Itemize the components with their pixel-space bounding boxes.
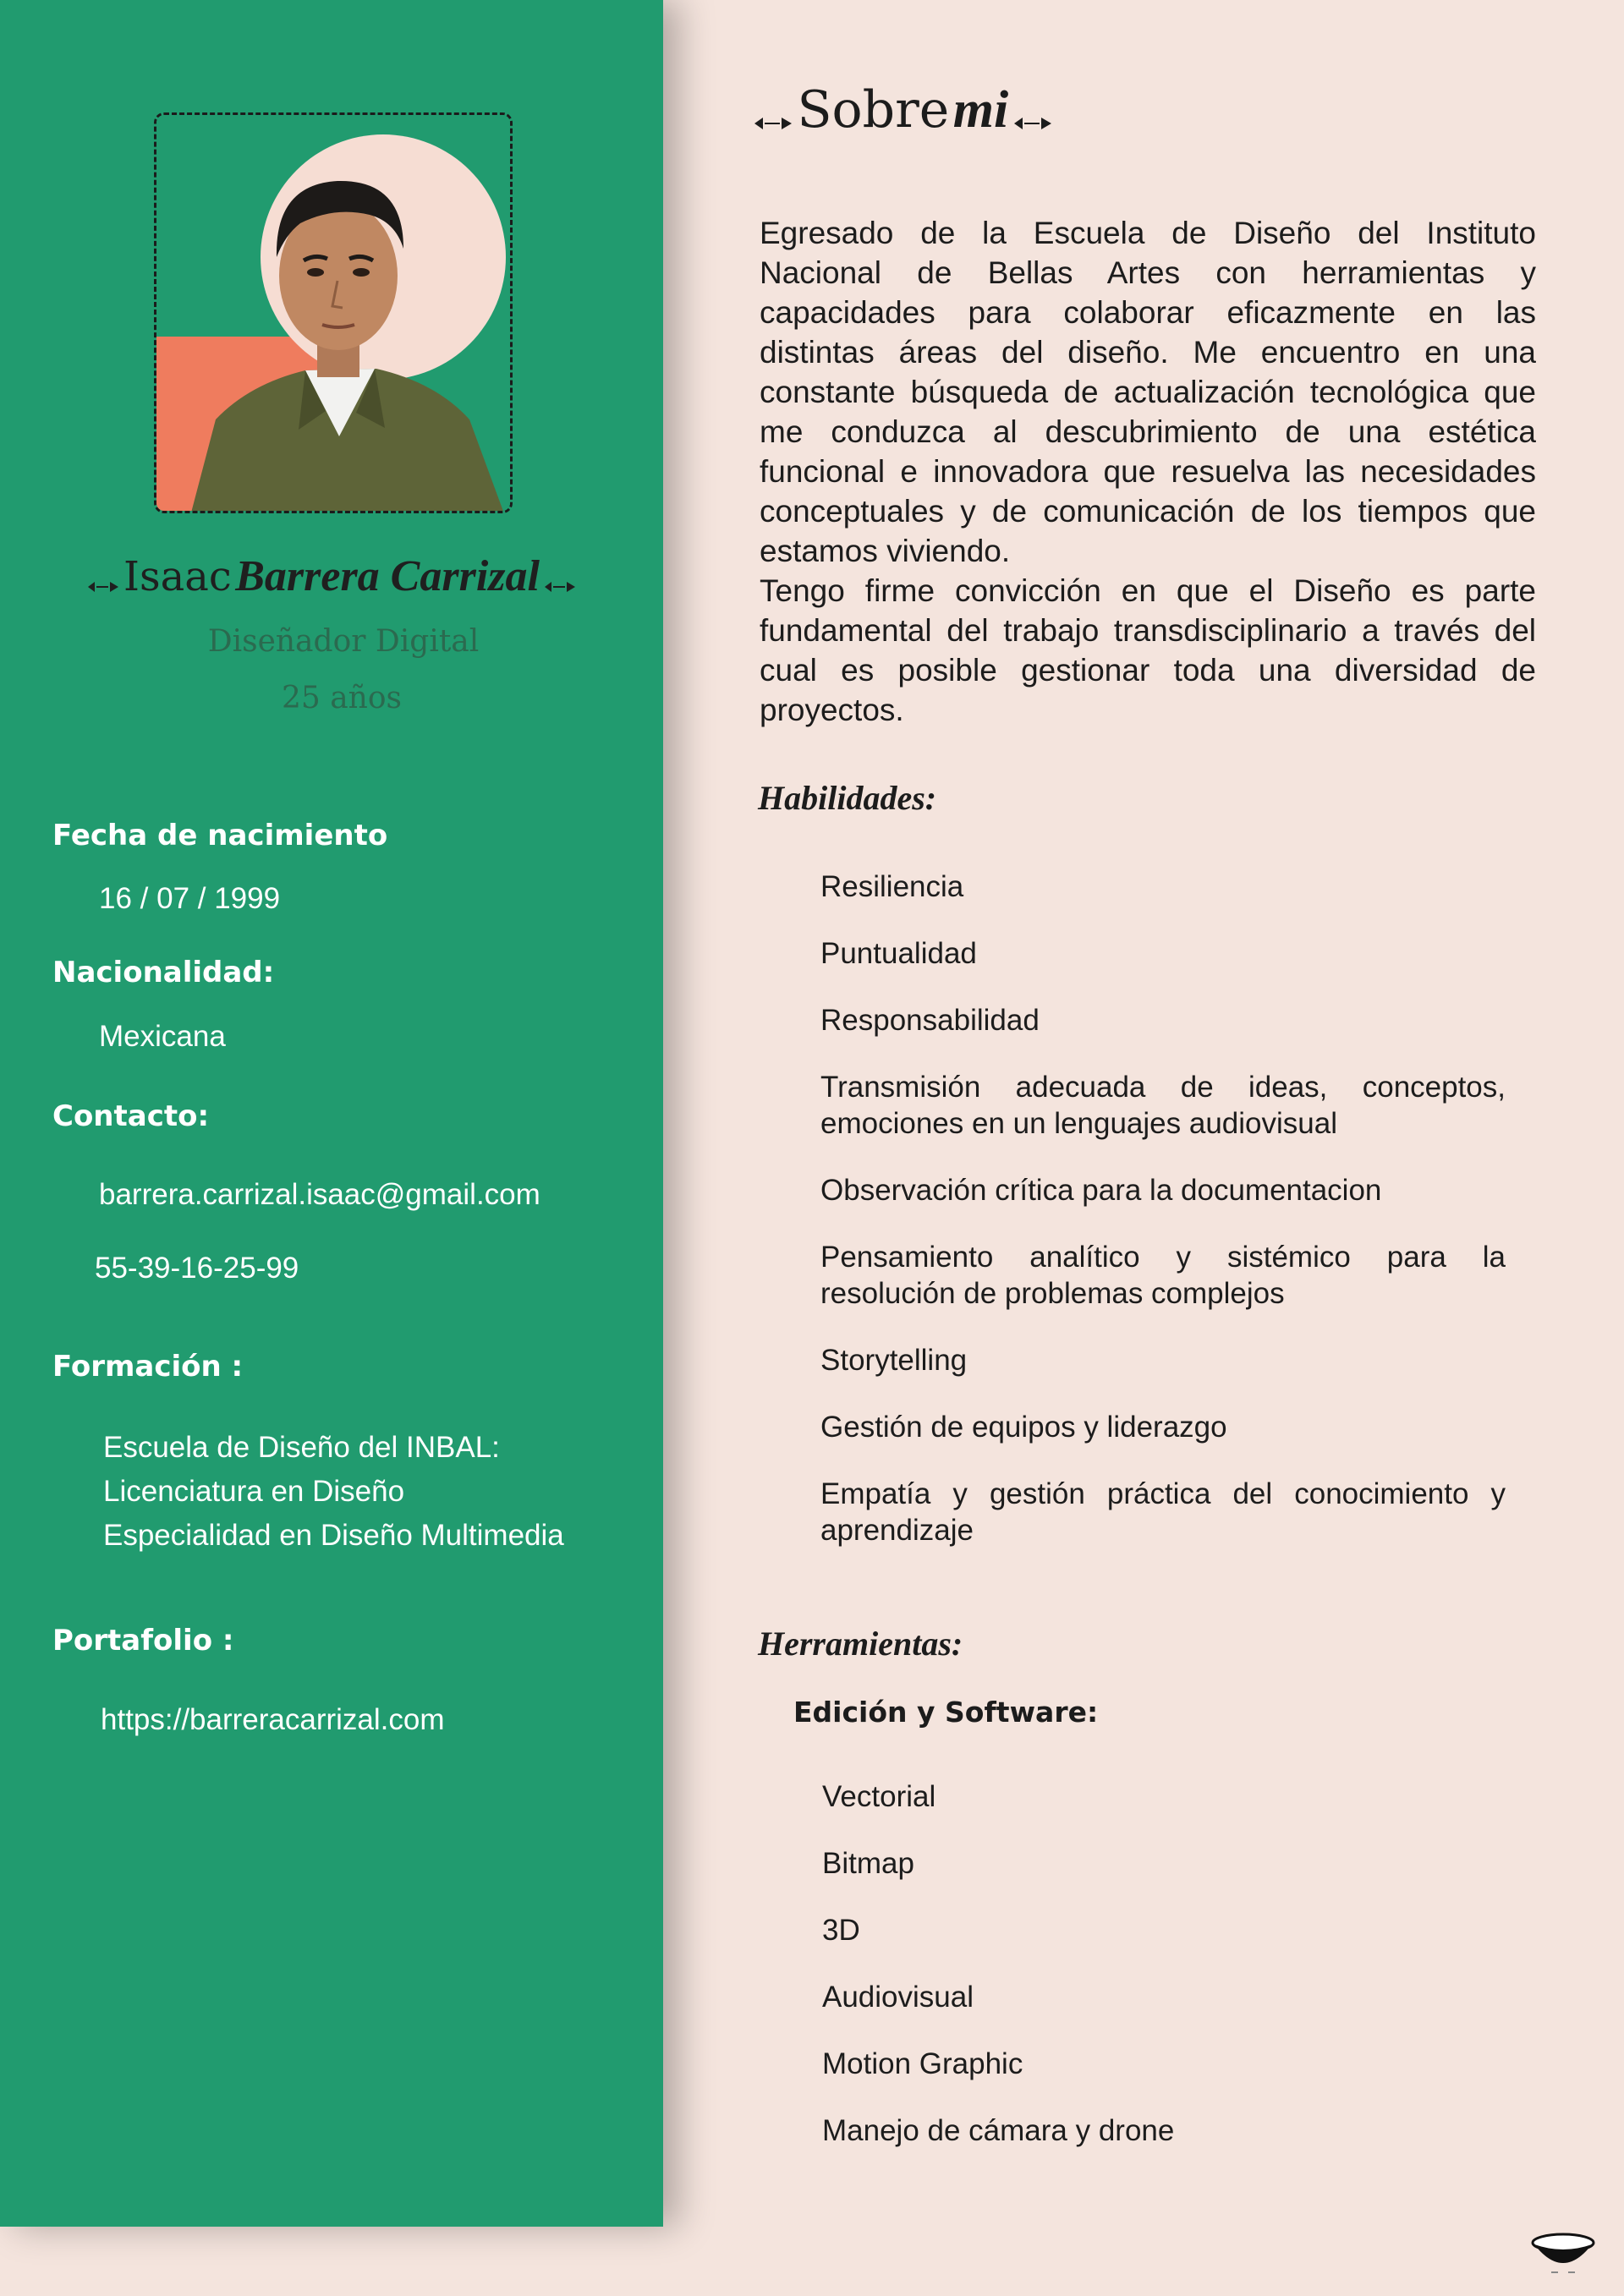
sidebar <box>0 0 663 2227</box>
ornament-right-icon <box>543 580 577 594</box>
education-line: Licenciatura en Diseño <box>103 1475 405 1508</box>
profile-age: 25 años <box>281 681 403 715</box>
about-title-bold: mi <box>952 81 1009 139</box>
skill-item: Responsabilidad <box>820 1004 1040 1037</box>
contact-phone[interactable]: 55-39-16-25-99 <box>95 1252 299 1285</box>
profile-name <box>0 551 663 601</box>
skill-item: Transmisión adecuada de ideas, conceptos, emociones en un lenguajes audiovisual <box>820 1071 1506 1140</box>
skill-item: Puntualidad <box>820 937 977 970</box>
skill-item: Gestión de equipos y liderazgo <box>820 1411 1227 1444</box>
tool-item: 3D <box>822 1914 860 1947</box>
skill-item: Resiliencia <box>820 870 964 903</box>
tool-item: Bitmap <box>822 1847 914 1880</box>
contact-label: Contacto: <box>52 1099 210 1133</box>
skill-item: Storytelling <box>820 1344 968 1377</box>
birth-date-label: Fecha de nacimiento <box>52 819 388 852</box>
nationality-label: Nacionalidad: <box>52 956 275 989</box>
about-title <box>753 80 1053 140</box>
tool-item: Audiovisual <box>822 1981 974 2014</box>
brand-logo-icon <box>1529 2228 1597 2278</box>
ornament-right-icon <box>1012 116 1053 131</box>
profile-last-name: Barrera Carrizal <box>235 552 540 600</box>
about-text <box>760 213 1536 730</box>
tools-list <box>822 1778 1174 2179</box>
tool-item: Manejo de cámara y drone <box>822 2114 1175 2147</box>
skill-item: Observación crítica para la documentacion <box>820 1174 1382 1207</box>
tools-title: Herramientas: <box>758 1625 963 1663</box>
ornament-left-icon <box>753 116 793 131</box>
skill-item: Empatía y gestión práctica del conocimiento y aprendizaje <box>820 1477 1506 1547</box>
tool-item: Motion Graphic <box>822 2047 1023 2080</box>
education-line: Escuela de Diseño del INBAL: <box>103 1431 500 1464</box>
ornament-left-icon <box>86 580 120 594</box>
nationality-value: Mexicana <box>99 1020 226 1053</box>
profile-photo <box>156 115 513 513</box>
profile-photo-frame <box>154 112 513 513</box>
contact-email[interactable]: barrera.carrizal.isaac@gmail.com <box>99 1178 540 1211</box>
birth-date-value: 16 / 07 / 1999 <box>99 882 281 915</box>
about-title-light: Sobre <box>797 80 950 140</box>
profile-role: Diseñador Digital <box>207 624 480 659</box>
tool-item: Vectorial <box>822 1780 936 1813</box>
skill-item: Pensamiento analítico y sistémico para la resolución de problemas complejos <box>820 1241 1506 1310</box>
tools-subtitle: Edición y Software: <box>793 1696 1099 1729</box>
profile-first-name: Isaac <box>123 553 232 600</box>
education-label: Formación : <box>52 1350 244 1384</box>
skills-title: Habilidades: <box>758 779 937 817</box>
about-paragraph: Egresado de la Escuela de Diseño del Instituto Nacional de Bellas Artes con herramientas y capacidades para colaborar eficazmente en las distintas áreas del diseño. Me encuentro en una constante búsqueda de actualización tecnológica que me conduzca al descubrimiento de una estética funcional e innovadora que resuelva las necesidades conceptuales y de comunicación de los tiempos que estamos viviendo. <box>760 216 1536 568</box>
portfolio-link[interactable]: https://barreracarrizal.com <box>101 1703 445 1736</box>
portfolio-label: Portafolio : <box>52 1624 234 1658</box>
about-paragraph: Tengo firme convicción en que el Diseño es parte fundamental del trabajo transdisciplinario a través del cual es posible gestionar toda una diversidad de proyectos. <box>760 573 1536 727</box>
education-line: Especialidad en Diseño Multimedia <box>103 1519 564 1552</box>
skills-list <box>820 869 1506 1579</box>
